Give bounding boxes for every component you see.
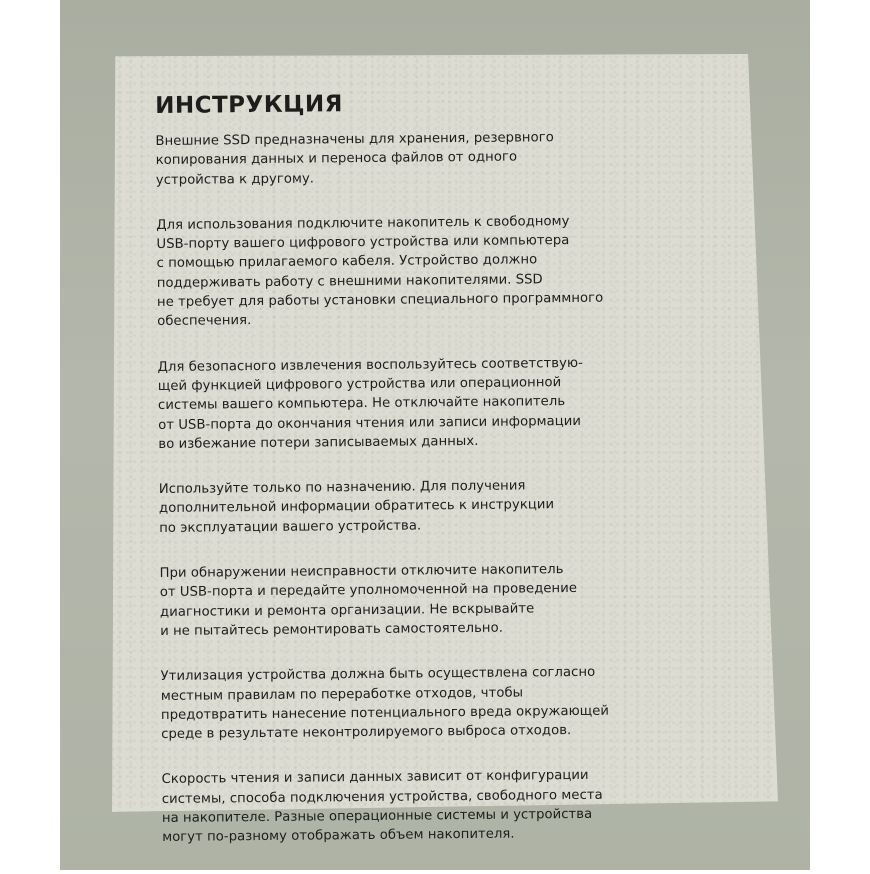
text-line: и не пытайтесь ремонтировать самостоятельно. [160, 620, 503, 639]
text-line: Внешние SSD предназначены для хранения, резервного [155, 130, 554, 149]
text-line: по эксплуатации вашего устройства. [159, 518, 422, 536]
paragraph-speed [162, 765, 703, 847]
text-line: щей функцией цифрового устройства или операционной [157, 375, 562, 394]
paragraph-intended-use [159, 475, 700, 538]
text-line: диагностики и ремонта организации. Не вскрывайте [159, 601, 535, 620]
text-line: Используйте только по назначению. Для получения [158, 478, 526, 498]
text-line: При обнаружении неисправности отключите накопитель [159, 562, 564, 582]
text-line: Для безопасного извлечения воспользуйтесь соответствую- [157, 355, 583, 375]
text-line: Скорость чтения и записи данных зависит от конфигурации [161, 768, 589, 788]
text-line: поддерживать работу с внешними накопителями. SSD [156, 272, 543, 291]
paragraph-safe-removal [158, 352, 699, 454]
text-line: не требует для работы установки специального программного [156, 290, 604, 311]
text-line: дополнительной информации обратитесь к инструкции [158, 497, 555, 517]
text-line: копирования данных и переноса файлов от одного [155, 149, 518, 169]
text-line: обеспечения. [157, 313, 252, 330]
text-line: Утилизация устройства должна быть осуществлена согласно [160, 665, 596, 685]
text-line: местным правилам по переработке отходов, чтобы [160, 685, 524, 704]
text-line: предотвратить нанесение потенциального вреда окружающей [160, 703, 610, 723]
paragraph-usage [156, 211, 697, 332]
instruction-text [155, 87, 702, 874]
text-line: могут по-разному отображать объем накопителя. [162, 826, 515, 846]
paragraph-disposal [161, 662, 702, 744]
text-line: от USB-порта до окончания чтения или записи информации [158, 413, 582, 433]
text-line: на накопителе. Разные операционные системы и устройства [161, 806, 593, 826]
paragraph-malfunction [160, 559, 701, 641]
text-line: USB-порту вашего цифрового устройства или компьютера [156, 233, 570, 253]
text-line: среде в результате неконтролируемого выброса отходов. [161, 723, 572, 743]
text-line: системы вашего компьютера. Не отключайте накопитель [157, 394, 566, 414]
text-line: во избежание потери записываемых данных. [158, 433, 479, 452]
document-title: ИНСТРУКЦИЯ [155, 91, 344, 119]
text-line: устройства к другому. [155, 171, 315, 188]
text-line: Для использования подключите накопитель к свободному [156, 213, 570, 233]
text-line: системы, способа подключения устройства, свободного места [161, 787, 603, 807]
paragraph-purpose [155, 127, 696, 190]
text-line: от USB-порта и передайте уполномоченной на проведение [159, 581, 578, 601]
text-line: с помощью прилагаемого кабеля. Устройство должно [156, 252, 538, 272]
